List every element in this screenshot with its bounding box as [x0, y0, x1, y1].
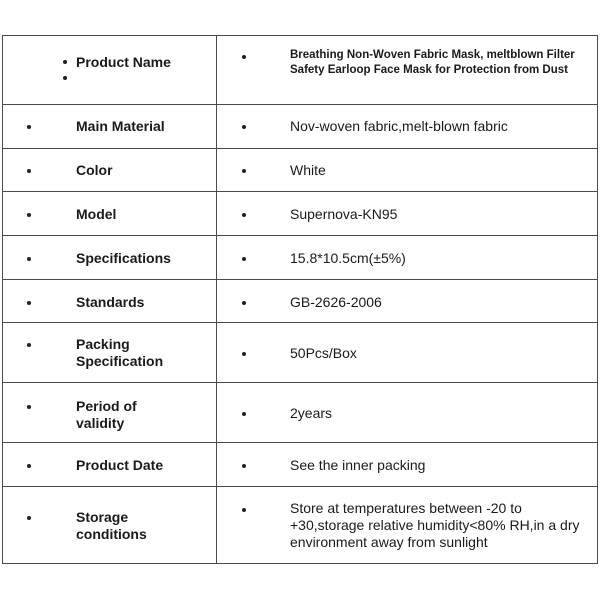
- row-divider: [216, 192, 217, 235]
- bullet-icon: [27, 125, 31, 129]
- row-divider: [216, 487, 217, 563]
- row-storage-conditions: [2, 486, 598, 564]
- bullet-icon: [27, 169, 31, 173]
- value-packing-specification: 50Pcs/Box: [290, 345, 357, 361]
- label-model: Model: [76, 206, 117, 222]
- label-period-of-validity: Period of validity: [76, 398, 137, 431]
- bullet-icon: [242, 464, 246, 468]
- value-period-of-validity: 2years: [290, 405, 333, 421]
- row-specifications: [2, 235, 598, 280]
- label-product-date: Product Date: [76, 457, 164, 473]
- bullet-icon: [242, 213, 246, 217]
- row-divider: [216, 443, 217, 486]
- row-model: [2, 191, 598, 236]
- bullet-icon: [27, 301, 31, 305]
- label-main-material: Main Material: [76, 118, 165, 134]
- value-standards: GB-2626-2006: [290, 294, 382, 310]
- row-product-date: [2, 442, 598, 487]
- bullet-icon: [63, 76, 67, 80]
- bullet-icon: [242, 412, 246, 416]
- row-divider: [216, 36, 217, 104]
- row-divider: [216, 323, 217, 382]
- label-storage-conditions: Storage conditions: [76, 509, 147, 542]
- value-storage-conditions: Store at temperatures between -20 to +30,storage relative humidity<80% RH,in a dry environment away from sunlight: [290, 500, 580, 550]
- bullet-icon: [27, 464, 31, 468]
- row-divider: [216, 105, 217, 148]
- row-divider: [216, 149, 217, 191]
- bullet-icon: [242, 301, 246, 305]
- label-standards: Standards: [76, 294, 145, 310]
- label-product-name: Product Name: [76, 54, 171, 70]
- row-divider: [216, 280, 217, 322]
- label-specifications: Specifications: [76, 250, 171, 266]
- row-period-of-validity: [2, 382, 598, 443]
- label-color: Color: [76, 162, 113, 178]
- bullet-icon: [242, 55, 246, 59]
- value-specifications: 15.8*10.5cm(±5%): [290, 250, 406, 266]
- bullet-icon: [27, 213, 31, 217]
- label-packing-specification: Packing Specification: [76, 336, 164, 369]
- bullet-icon: [242, 352, 246, 356]
- row-divider: [216, 383, 217, 442]
- bullet-icon: [27, 516, 31, 520]
- row-packing-specification: [2, 322, 598, 383]
- bullet-icon: [242, 508, 246, 512]
- bullet-icon: [63, 60, 67, 64]
- value-product-date: See the inner packing: [290, 457, 426, 473]
- bullet-icon: [242, 257, 246, 261]
- row-product-name: [2, 35, 598, 105]
- bullet-icon: [27, 343, 31, 347]
- bullet-icon: [27, 405, 31, 409]
- value-product-name: Breathing Non-Woven Fabric Mask, meltblown Filter Safety Earloop Face Mask for Protection from Dust: [290, 49, 575, 76]
- bullet-icon: [27, 257, 31, 261]
- row-main-material: [2, 104, 598, 149]
- value-color: White: [290, 162, 326, 178]
- row-divider: [216, 236, 217, 279]
- bullet-icon: [242, 169, 246, 173]
- value-main-material: Nov-woven fabric,melt-blown fabric: [290, 118, 508, 134]
- value-model: Supernova-KN95: [290, 206, 398, 222]
- row-color: [2, 148, 598, 192]
- row-standards: [2, 279, 598, 323]
- bullet-icon: [242, 125, 246, 129]
